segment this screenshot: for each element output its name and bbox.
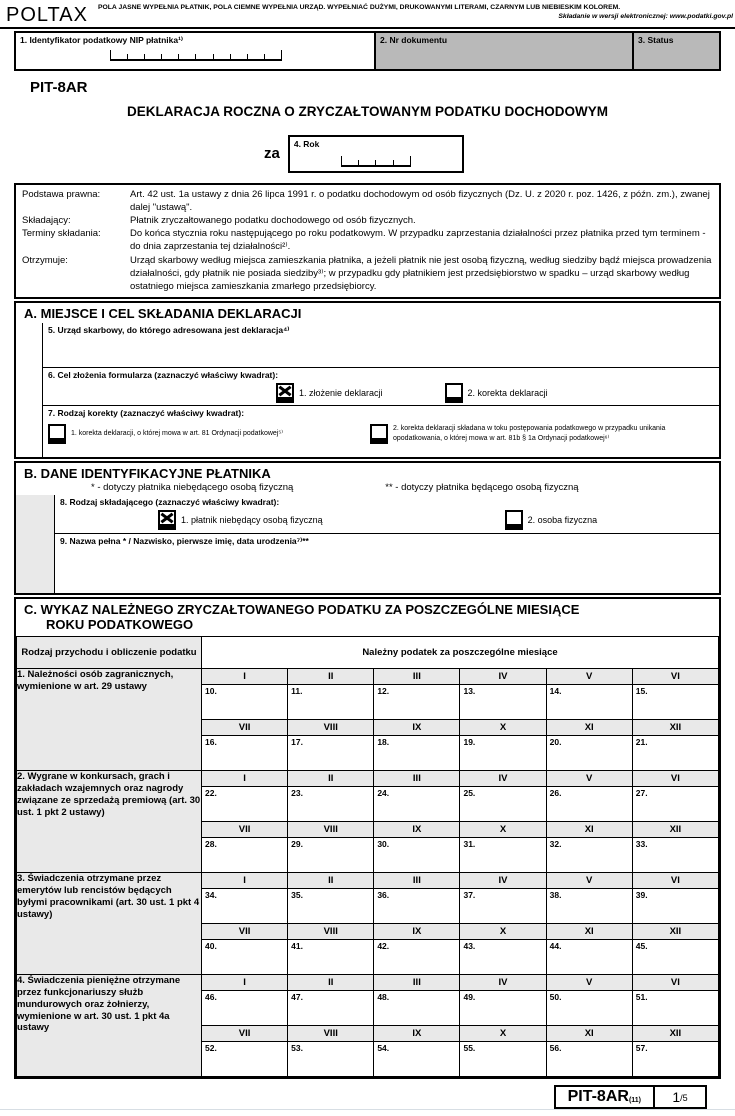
cell-number: 38. (549, 889, 562, 900)
tax-amount-cell[interactable] (632, 888, 718, 923)
tax-amount-cell[interactable] (460, 786, 546, 821)
cell-number: 49. (463, 991, 476, 1002)
footer-page-indicator (655, 1085, 707, 1109)
cell-number: 16. (205, 736, 217, 747)
tax-amount-cell[interactable] (374, 735, 460, 770)
tax-amount-cell[interactable] (288, 735, 374, 770)
nip-field[interactable] (16, 33, 374, 69)
legend-non-individual: * - dotyczy płatnika niebędącego osobą fizyczną (91, 481, 294, 493)
section-c (14, 597, 721, 1079)
cell-number: 44. (549, 940, 562, 951)
cell-number: 25. (463, 787, 476, 798)
month-header: XII (632, 923, 718, 939)
section-a (14, 301, 721, 459)
cell-number: 31. (463, 838, 476, 849)
tax-amount-cell[interactable] (460, 939, 546, 974)
month-header: II (288, 668, 374, 684)
option-platnik-niebedacy[interactable] (158, 510, 323, 530)
page-bottom-edge (0, 1109, 735, 1110)
deadline-label: Terminy składania: (22, 228, 101, 240)
cell-number: 54. (377, 1042, 390, 1053)
cell-number: 50. (549, 991, 562, 1002)
option-label: 1. złożenie deklaracji (299, 388, 383, 399)
checkbox-unchecked-icon[interactable] (370, 424, 388, 444)
field-5-label: 5. Urząd skarbowy, do którego adresowana jest deklaracja⁴⁾ (48, 324, 290, 335)
month-header: X (460, 821, 546, 837)
income-type-label: 2. Wygrane w konkursach, grach i zakładach wzajemnych oraz nagrody związane ze sprzedażą premiową (art. 30 ust. 1 pkt 2 ustawy) (17, 770, 202, 872)
cell-number: 34. (205, 889, 217, 900)
cell-number: 32. (549, 838, 562, 849)
month-header: X (460, 923, 546, 939)
month-header: VIII (288, 1025, 374, 1041)
document-number-cell (374, 33, 632, 69)
cell-number: 28. (205, 838, 217, 849)
cell-number: 10. (205, 685, 217, 696)
fill-instructions (98, 4, 733, 20)
year-prefix: za (264, 145, 280, 162)
year-row (264, 135, 721, 173)
status-label: 3. Status (638, 35, 674, 45)
month-header: XI (546, 923, 632, 939)
tax-amount-cell[interactable] (202, 1041, 288, 1076)
cell-number: 55. (463, 1042, 476, 1053)
tax-amount-cell[interactable] (288, 837, 374, 872)
tax-amount-cell[interactable] (374, 837, 460, 872)
cell-number: 40. (205, 940, 217, 951)
cell-number: 11. (291, 685, 303, 696)
year-label: 4. Rok (293, 139, 320, 149)
tax-amount-cell[interactable] (546, 990, 632, 1025)
section-c-heading-line1: C. WYKAZ NALEŻNEGO ZRYCZAŁTOWANEGO PODATKU ZA POSZCZEGÓLNE MIESIĄCE (24, 601, 580, 617)
month-header: XI (546, 719, 632, 735)
field-8-label: 8. Rodzaj składającego (zaznaczyć właściwy kwadrat): (60, 496, 280, 507)
cell-number: 36. (377, 889, 390, 900)
cell-number: 21. (635, 736, 648, 747)
cell-number: 24. (377, 787, 390, 798)
month-header: I (202, 770, 288, 786)
tax-amount-cell[interactable] (546, 888, 632, 923)
month-header: III (374, 872, 460, 888)
option-label: 2. korekta deklaracji (467, 388, 548, 399)
cell-number: 48. (377, 991, 390, 1002)
tax-amount-cell[interactable] (546, 735, 632, 770)
cell-number: 29. (291, 838, 303, 849)
month-header: V (546, 974, 632, 990)
section-b-left-strip (16, 495, 54, 593)
identification-row (14, 31, 721, 71)
cell-number: 37. (463, 889, 476, 900)
field-7-label: 7. Rodzaj korekty (zaznaczyć właściwy kwadrat): (48, 407, 245, 418)
efiling-note: Składanie w wersji elektronicznej: www.podatki.gov.pl (558, 12, 733, 20)
tax-amount-cell[interactable] (202, 939, 288, 974)
month-header: I (202, 974, 288, 990)
cell-number: 13. (463, 685, 476, 696)
month-header: V (546, 770, 632, 786)
section-a-heading: A. MIEJSCE I CEL SKŁADANIA DEKLARACJI (24, 305, 302, 321)
tax-amount-cell[interactable] (374, 888, 460, 923)
tax-amount-cell[interactable] (546, 786, 632, 821)
year-comb-input[interactable] (341, 155, 411, 167)
field-5-tax-office[interactable] (43, 323, 719, 367)
tax-amount-cell[interactable] (288, 888, 374, 923)
form-header (0, 0, 735, 29)
cell-number: 57. (635, 1042, 648, 1053)
tax-amount-cell[interactable] (460, 1041, 546, 1076)
month-header: I (202, 668, 288, 684)
month-header: XII (632, 821, 718, 837)
tax-amount-cell[interactable] (374, 939, 460, 974)
tax-amount-cell[interactable] (374, 684, 460, 719)
tax-amount-cell[interactable] (202, 786, 288, 821)
income-type-label: 3. Świadczenia otrzymane przez emerytów lub rencistów będących byłymi pracownikami (art. 30 ust. 1 pkt 4 ustawy) (17, 872, 202, 974)
tax-amount-cell[interactable] (460, 684, 546, 719)
cell-number: 56. (549, 1042, 562, 1053)
tax-amount-cell[interactable] (546, 684, 632, 719)
nip-comb-input[interactable] (110, 49, 282, 61)
month-header: X (460, 719, 546, 735)
field-9-full-name[interactable] (55, 533, 719, 593)
field-6-label: 6. Cel złożenia formularza (zaznaczyć właściwy kwadrat): (48, 369, 279, 380)
month-header: IV (460, 770, 546, 786)
month-header: VI (632, 668, 718, 684)
tax-amount-cell[interactable] (202, 684, 288, 719)
field-7-correction-type (43, 405, 719, 457)
month-header: VII (202, 719, 288, 735)
option-zlozenie-deklaracji[interactable] (276, 383, 383, 403)
month-header: VII (202, 1025, 288, 1041)
month-header: VI (632, 770, 718, 786)
footer-form-code-text: PIT-8AR (567, 1087, 629, 1105)
checkbox-checked-icon[interactable] (158, 510, 176, 530)
option-korekta-art81[interactable] (48, 424, 370, 444)
recipient-text: Urząd skarbowy według miejsca zamieszkania płatnika, a jeżeli płatnik nie jest osobą fizyczną, według siedziby bądź miejsca prowadzenia działalności, gdy płatnik nie posiada siedziby³⁾; w przypadku gdy płatnikiem jest przedsiębiorstwo w spadku – urząd skarbowy według ostatniego miejsca zamieszkania zmarłego przedsiębiorcy. (130, 254, 712, 292)
tax-amount-cell[interactable] (374, 786, 460, 821)
month-header: IV (460, 974, 546, 990)
month-header: XII (632, 1025, 718, 1041)
tax-amount-cell[interactable] (632, 939, 718, 974)
tax-amount-cell[interactable] (288, 786, 374, 821)
month-header: X (460, 1025, 546, 1041)
cell-number: 18. (377, 736, 390, 747)
tax-amount-cell[interactable] (546, 837, 632, 872)
footer-page-total: /5 (680, 1093, 688, 1104)
month-header: IV (460, 872, 546, 888)
cell-number: 43. (463, 940, 476, 951)
option-label: 2. korekta deklaracji składana w toku postępowania podatkowego w przypadku unikania opodatkowania, o której mowa w art. 81b § 1a Ordynacji podatkowej⁶⁾ (393, 425, 666, 442)
year-box[interactable] (288, 135, 464, 173)
income-type-column-header: Rodzaj przychodu i obliczenie podatku (17, 636, 202, 668)
cell-number: 53. (291, 1042, 303, 1053)
tax-amount-cell[interactable] (632, 990, 718, 1025)
tax-amount-cell[interactable] (460, 735, 546, 770)
recipient-label: Otrzymuje: (22, 254, 68, 266)
cell-number: 46. (205, 991, 217, 1002)
cell-number: 45. (635, 940, 648, 951)
cell-number: 14. (549, 685, 562, 696)
cell-number: 22. (205, 787, 217, 798)
tax-amount-cell[interactable] (202, 837, 288, 872)
month-header: XII (632, 719, 718, 735)
tax-amount-cell[interactable] (288, 990, 374, 1025)
tax-amount-cell[interactable] (288, 684, 374, 719)
month-header: V (546, 872, 632, 888)
month-header: V (546, 668, 632, 684)
cell-number: 41. (291, 940, 303, 951)
cell-number: 12. (377, 685, 390, 696)
option-label: 1. korekta deklaracji, o której mowa w art. 81 Ordynacji podatkowej⁵⁾ (71, 430, 283, 438)
tax-amount-cell[interactable] (460, 837, 546, 872)
footer-form-version: (11) (628, 1096, 641, 1104)
document-number-label: 2. Nr dokumentu (380, 35, 448, 45)
option-korekta-deklaracji[interactable] (445, 383, 548, 403)
month-header: I (202, 872, 288, 888)
section-b (14, 461, 721, 595)
poltax-logo: POLTAX (6, 4, 88, 26)
tax-amount-cell[interactable] (546, 1041, 632, 1076)
form-title: DEKLARACJA ROCZNA O ZRYCZAŁTOWANYM PODATKU DOCHODOWYM (127, 104, 608, 119)
month-header: III (374, 668, 460, 684)
monthly-tax-column-header: Należny podatek za poszczególne miesiące (202, 636, 719, 668)
cell-number: 15. (635, 685, 648, 696)
cell-number: 42. (377, 940, 390, 951)
cell-number: 51. (635, 991, 648, 1002)
page-footer (14, 1085, 707, 1109)
cell-number: 19. (463, 736, 476, 747)
legal-basis-label: Podstawa prawna: (22, 189, 101, 200)
legal-basis-text: Art. 42 ust. 1a ustawy z dnia 26 lipca 1991 r. o podatku dochodowym od osób fizycznych (Dz. U. z 2020 r. poz. 1426, z późn. zm.), zwanej dalej "ustawą". (130, 189, 710, 214)
tax-amount-cell[interactable] (460, 888, 546, 923)
cell-number: 35. (291, 889, 303, 900)
section-c-heading-line2: ROKU PODATKOWEGO (46, 616, 194, 632)
footer-page-number: 1 (672, 1088, 681, 1105)
cell-number: 23. (291, 787, 303, 798)
cell-number: 52. (205, 1042, 217, 1053)
filer-text: Płatnik zryczałtowanego podatku dochodowego od osób fizycznych. (130, 215, 416, 227)
legend-individual: ** - dotyczy płatnika będącego osobą fizyczną (385, 481, 579, 493)
tax-amount-cell[interactable] (202, 888, 288, 923)
section-a-left-strip (16, 323, 42, 457)
month-header: IX (374, 719, 460, 735)
legal-info-block (14, 183, 721, 299)
field-6-purpose (43, 367, 719, 405)
tax-amount-cell[interactable] (632, 1041, 718, 1076)
deadline-row (22, 227, 713, 253)
month-header: III (374, 770, 460, 786)
checkbox-checked-icon[interactable] (276, 383, 294, 403)
option-korekta-art81b[interactable] (370, 424, 714, 444)
month-header: IX (374, 1025, 460, 1041)
cell-number: 26. (549, 787, 562, 798)
tax-amount-cell[interactable] (202, 990, 288, 1025)
tax-amount-cell[interactable] (460, 990, 546, 1025)
month-header: II (288, 974, 374, 990)
tax-amount-cell[interactable] (546, 939, 632, 974)
tax-amount-cell[interactable] (632, 684, 718, 719)
month-header: IX (374, 923, 460, 939)
tax-amount-cell[interactable] (632, 837, 718, 872)
filer-row (22, 214, 713, 227)
footer-form-code (554, 1085, 655, 1109)
form-code: PIT-8AR (30, 79, 88, 96)
month-header: VI (632, 974, 718, 990)
tax-amount-cell[interactable] (374, 990, 460, 1025)
recipient-row (22, 254, 713, 293)
nip-field-label: 1. Identyfikator podatkowy NIP płatnika¹⁾ (20, 35, 183, 45)
tax-amount-cell[interactable] (288, 939, 374, 974)
month-header: VIII (288, 821, 374, 837)
tax-amount-cell[interactable] (632, 735, 718, 770)
month-header: VI (632, 872, 718, 888)
fill-instructions-text: POLA JASNE WYPEŁNIA PŁATNIK, POLA CIEMNE WYPEŁNIA URZĄD. WYPEŁNIAĆ DUŻYMI, DRUKOWANYMI LITERAMI, CZARNYM LUB NIEBIESKIM KOLOREM. (97, 4, 621, 11)
month-header: VII (202, 821, 288, 837)
section-b-heading: B. DANE IDENTYFIKACYJNE PŁATNIKA (24, 465, 271, 481)
checkbox-unchecked-icon[interactable] (505, 510, 523, 530)
month-header: II (288, 770, 374, 786)
income-type-label: 4. Świadczenia pieniężne otrzymane przez funkcjonariuszy służb mundurowych oraz żołnierzy, wymienione w art. 30 ust. 1 pkt 4a ustawy (17, 974, 202, 1076)
field-8-filer-type (55, 495, 719, 533)
checkbox-unchecked-icon[interactable] (48, 424, 66, 444)
cell-number: 47. (291, 991, 303, 1002)
month-header: XI (546, 821, 632, 837)
cell-number: 20. (549, 736, 562, 747)
option-osoba-fizyczna[interactable] (505, 510, 598, 530)
month-header: IX (374, 821, 460, 837)
monthly-tax-table (16, 636, 719, 1077)
month-header: XI (546, 1025, 632, 1041)
month-header: III (374, 974, 460, 990)
month-header: VIII (288, 719, 374, 735)
legal-basis-row (22, 188, 713, 214)
cell-number: 17. (291, 736, 303, 747)
filer-label: Składający: (22, 215, 71, 227)
tax-amount-cell[interactable] (632, 786, 718, 821)
cell-number: 33. (635, 838, 648, 849)
tax-amount-cell[interactable] (288, 1041, 374, 1076)
option-label: 2. osoba fizyczna (527, 515, 598, 526)
status-cell (632, 33, 719, 69)
cell-number: 30. (377, 838, 390, 849)
checkbox-unchecked-icon[interactable] (445, 383, 463, 403)
month-header: VIII (288, 923, 374, 939)
section-b-legend (16, 481, 719, 495)
month-header: II (288, 872, 374, 888)
tax-amount-cell[interactable] (374, 1041, 460, 1076)
tax-amount-cell[interactable] (202, 735, 288, 770)
cell-number: 39. (635, 889, 648, 900)
section-c-heading (16, 599, 719, 634)
field-9-label: 9. Nazwa pełna * / Nazwisko, pierwsze imię, data urodzenia⁷⁾** (60, 535, 309, 546)
cell-number: 27. (635, 787, 648, 798)
deadline-text: Do końca stycznia roku następującego po roku podatkowym. W przypadku zaprzestania działalności przez płatnika przed tym terminem - do dnia zaprzestania tej działalności²⁾. (130, 228, 706, 253)
month-header: IV (460, 668, 546, 684)
month-header: VII (202, 923, 288, 939)
option-label: 1. płatnik niebędący osobą fizyczną (181, 515, 323, 526)
income-type-label: 1. Należności osób zagranicznych, wymienione w art. 29 ustawy (17, 668, 202, 770)
